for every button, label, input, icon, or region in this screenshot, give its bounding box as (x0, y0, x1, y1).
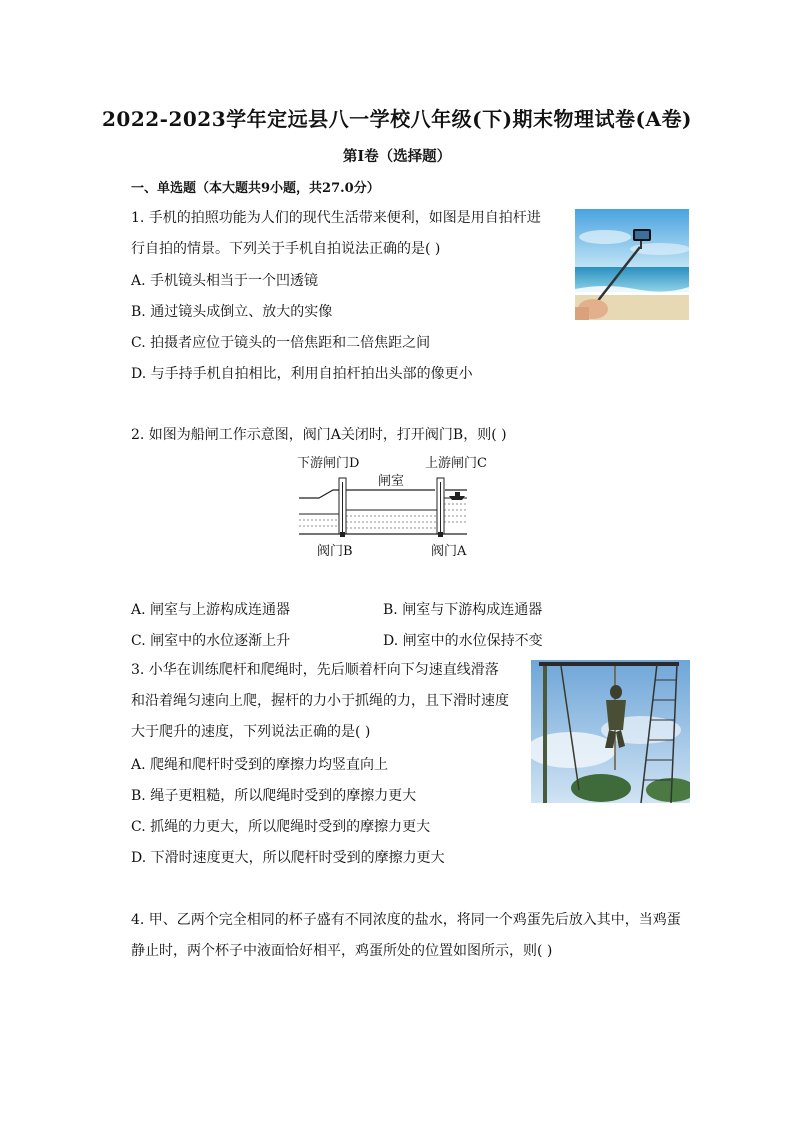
q3-option-d: D. 下滑时速度更大，所以爬杆时受到的摩擦力更大 (131, 850, 445, 866)
q2-option-d: D. 闸室中的水位保持不变 (383, 633, 543, 649)
label-valve-a: 阀门A (431, 544, 467, 559)
q3-option-a: A. 爬绳和爬杆时受到的摩擦力均竖直向上 (131, 757, 389, 773)
q4-stem-line2: 静止时，两个杯子中液面恰好相平，鸡蛋所处的位置如图所示，则( ) (131, 943, 553, 959)
q2-option-c: C. 闸室中的水位逐渐上升 (131, 633, 291, 649)
rope-climbing-photo (531, 660, 690, 803)
section-subtitle: 第I卷（选择题） (342, 148, 452, 165)
label-downstream-gate: 下游闸门D (297, 456, 360, 471)
q1-stem-line1: 1. 手机的拍照功能为人们的现代生活带来便利，如图是用自拍杆进 (131, 210, 541, 226)
label-upstream-gate: 上游闸门C (425, 456, 487, 471)
q3-stem-line1: 3. 小华在训练爬杆和爬绳时，先后顺着杆向下匀速直线滑落 (131, 662, 499, 678)
label-lock-chamber: 闸室 (378, 474, 405, 489)
q3-stem-line2: 和沿着绳匀速向上爬，握杆的力小于抓绳的力，且下滑时速度 (131, 693, 509, 709)
q1-option-b: B. 通过镜头成倒立、放大的实像 (131, 304, 333, 320)
section-heading: 一、单选题（本大题共9小题，共27.0分） (131, 181, 380, 196)
q2-option-b: B. 闸室与下游构成连通器 (383, 602, 543, 618)
q4-stem-line1: 4. 甲、乙两个完全相同的杯子盛有不同浓度的盐水，将同一个鸡蛋先后放入其中，当鸡蛋 (131, 912, 681, 928)
exam-title: 2022-2023学年定远县八一学校八年级(下)期末物理试卷(A卷) (102, 107, 692, 131)
q2-option-a: A. 闸室与上游构成连通器 (131, 602, 291, 618)
q1-option-d: D. 与手持手机自拍相比，利用自拍杆拍出头部的像更小 (131, 366, 473, 382)
q1-option-a: A. 手机镜头相当于一个凹透镜 (131, 273, 319, 289)
q3-option-c: C. 抓绳的力更大，所以爬绳时受到的摩擦力更大 (131, 819, 431, 835)
label-valve-b: 阀门B (317, 544, 353, 559)
q3-stem-line3: 大于爬升的速度，下列说法正确的是( ) (131, 724, 371, 740)
selfie-stick-photo (575, 209, 689, 320)
q2-stem: 2. 如图为船闸工作示意图，阀门A关闭时，打开阀门B，则( ) (131, 427, 507, 443)
q1-option-c: C. 拍摄者应位于镜头的一倍焦距和二倍焦距之间 (131, 335, 431, 351)
q1-stem-line2: 行自拍的情景。下列关于手机自拍说法正确的是( ) (131, 241, 441, 257)
ship-lock-diagram (295, 452, 500, 562)
q3-option-b: B. 绳子更粗糙，所以爬绳时受到的摩擦力更大 (131, 788, 417, 804)
